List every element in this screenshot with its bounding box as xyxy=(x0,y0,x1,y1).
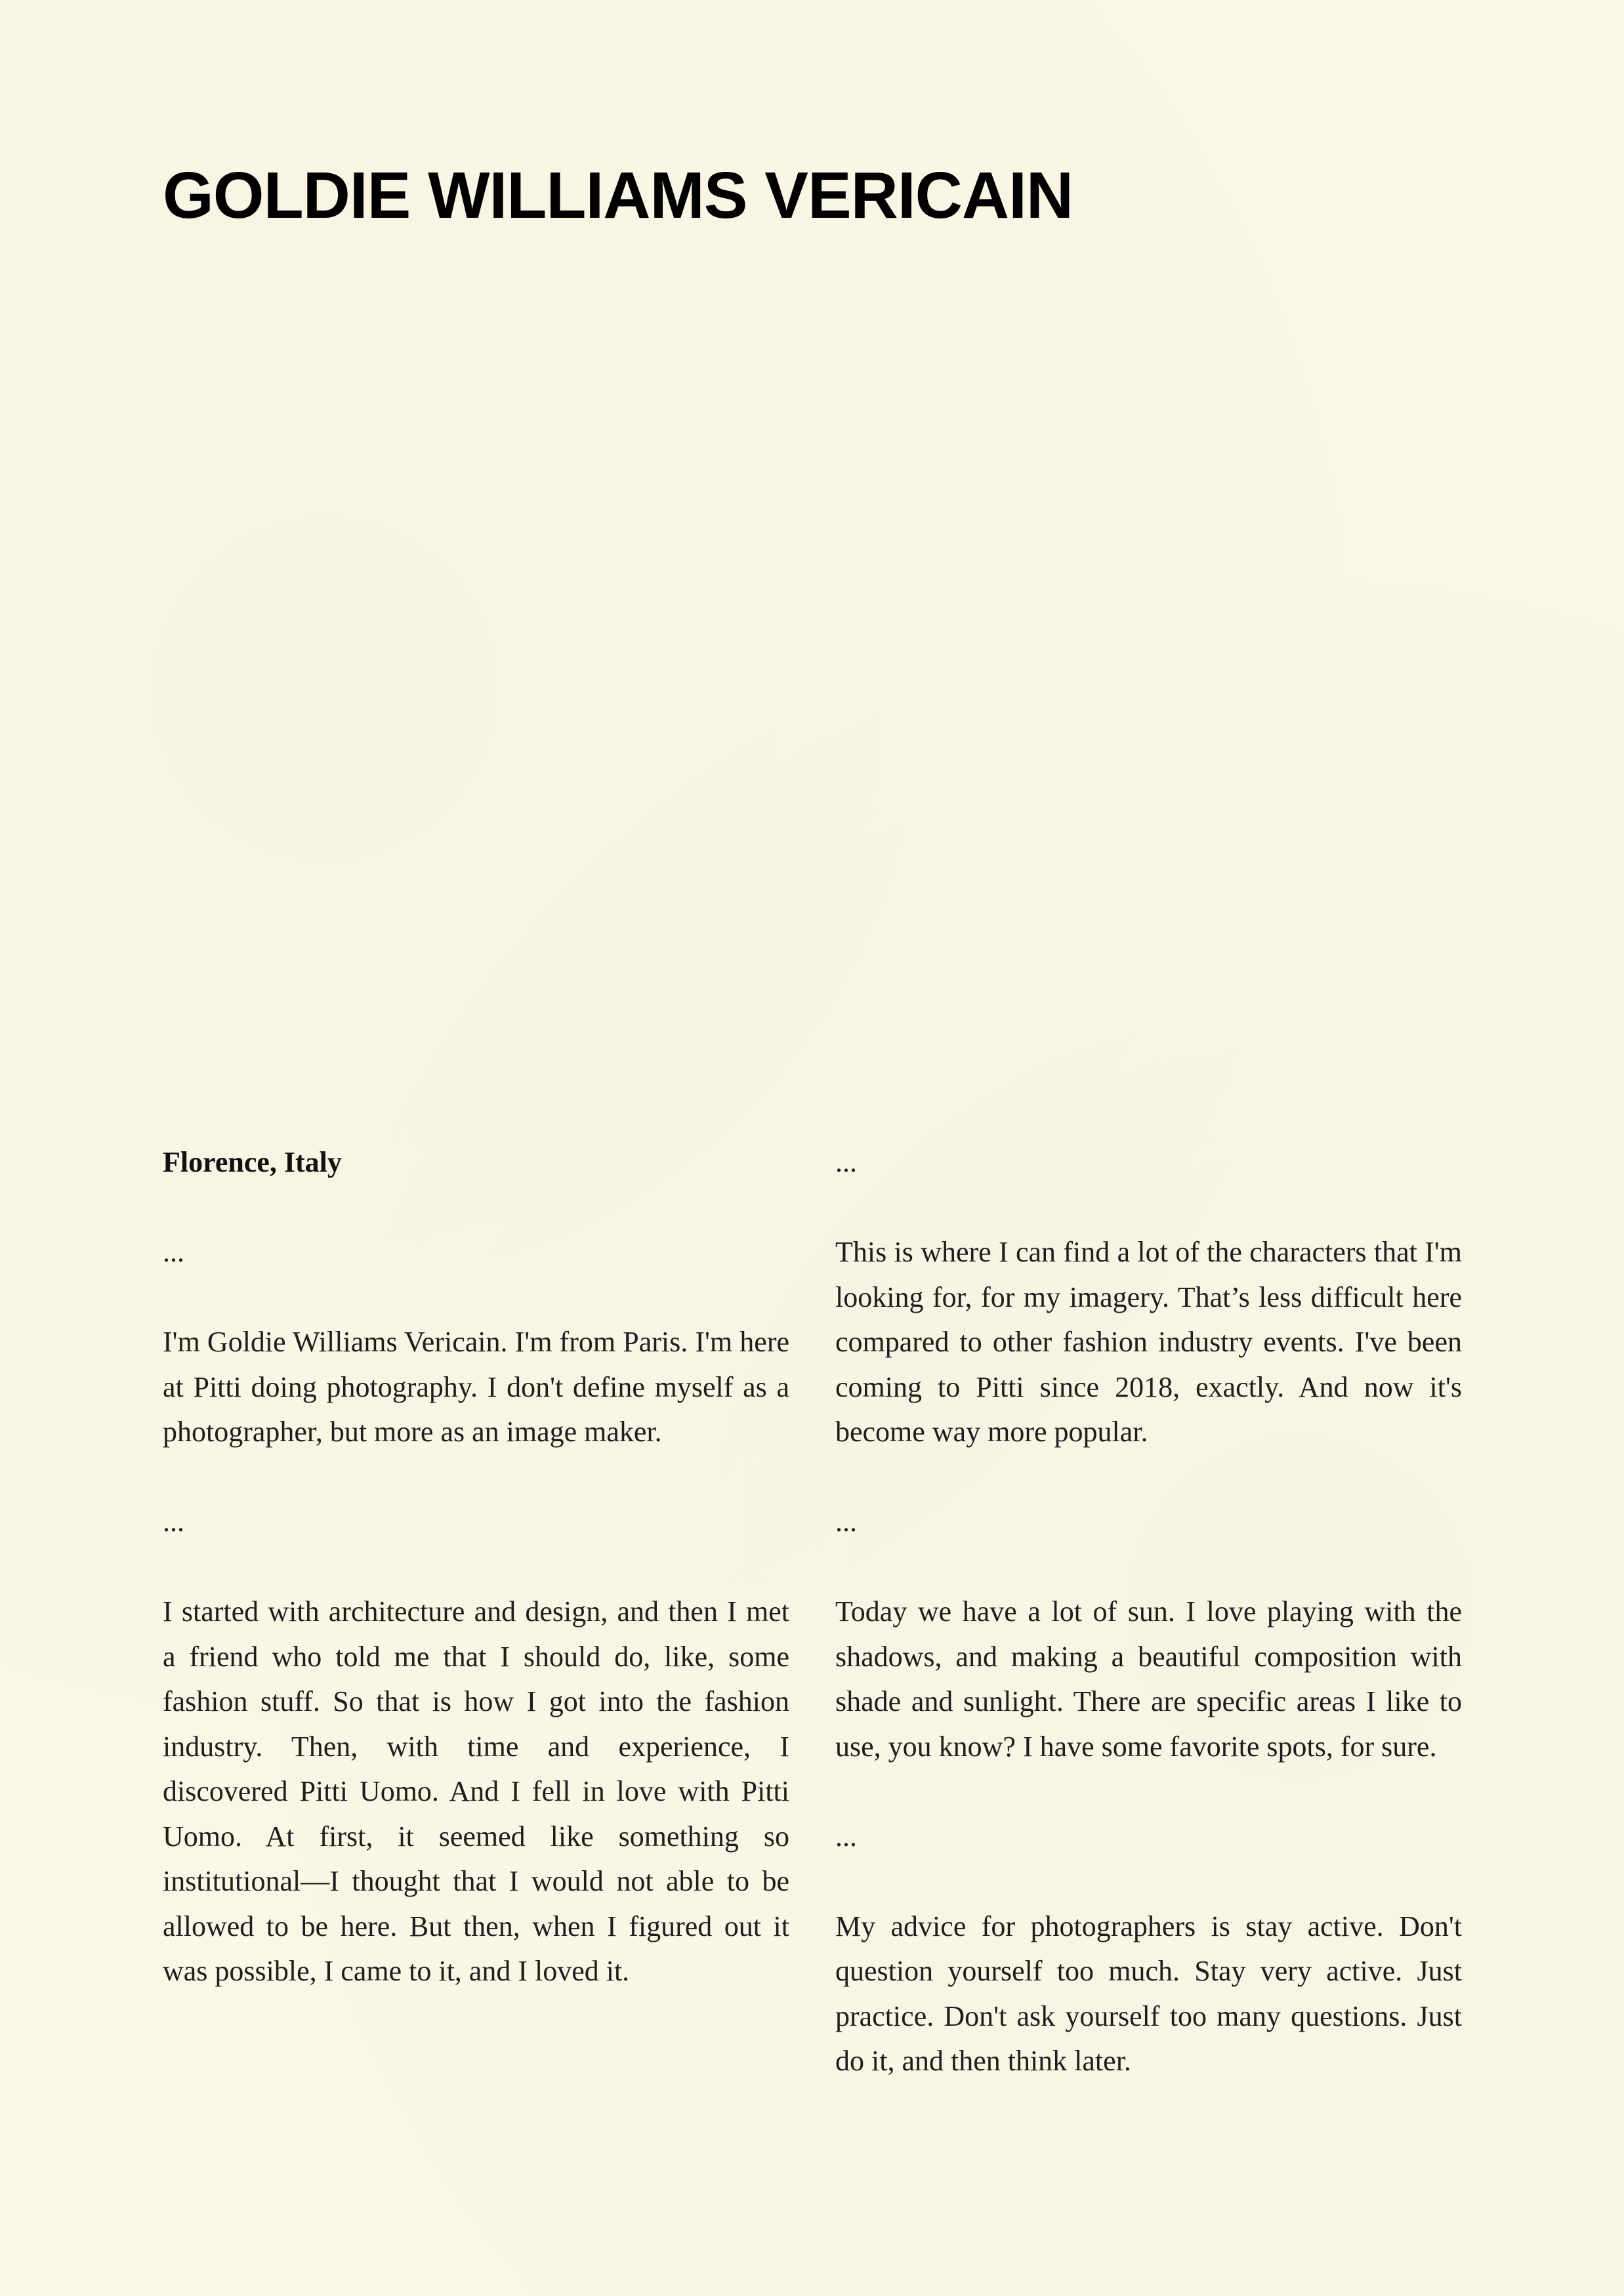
separator: ... xyxy=(835,1820,857,1853)
page-title: GOLDIE WILLIAMS VERICAIN xyxy=(163,159,1073,232)
paragraph: I started with architecture and design, and then I met a friend who told me that I should do, like, some fashion stuff. So that is how I got into the fashion industry. Then, with time and experience, I discovered Pitti Uomo. And I fell in love with Pitti Uomo. At first, it seemed like something so institutional—I thought that I would not able to be allowed to be here. But then, when I figured out it was possible, I came to it, and I loved it. xyxy=(163,1595,789,1987)
paragraph: Today we have a lot of sun. I love playing with the shadows, and making a beautiful composition with shade and sunlight. There are specific areas I like to use, you know? I have some favorite spots, for sure. xyxy=(835,1595,1462,1763)
paragraph: I'm Goldie Williams Vericain. I'm from Paris. I'm here at Pitti doing photography. I don't define myself as a photographer, but more as an image maker. xyxy=(163,1326,789,1448)
paragraph: This is where I can find a lot of the characters that I'm looking for, for my imagery. That’s less difficult here compared to other fashion industry events. I've been coming to Pitti since 2018, exactly. And now it's become way more popular. xyxy=(835,1236,1462,1448)
separator: ... xyxy=(835,1506,857,1538)
left-column xyxy=(163,1140,789,2039)
separator: ... xyxy=(835,1146,857,1178)
separator: ... xyxy=(163,1236,184,1268)
location-heading: Florence, Italy xyxy=(163,1146,342,1178)
paragraph: My advice for photographers is stay active. Don't question yourself too much. Stay very active. Just practice. Don't ask yourself too many questions. Just do it, and then think later. xyxy=(835,1910,1462,2077)
separator: ... xyxy=(163,1506,184,1538)
right-column xyxy=(835,1140,1462,2129)
